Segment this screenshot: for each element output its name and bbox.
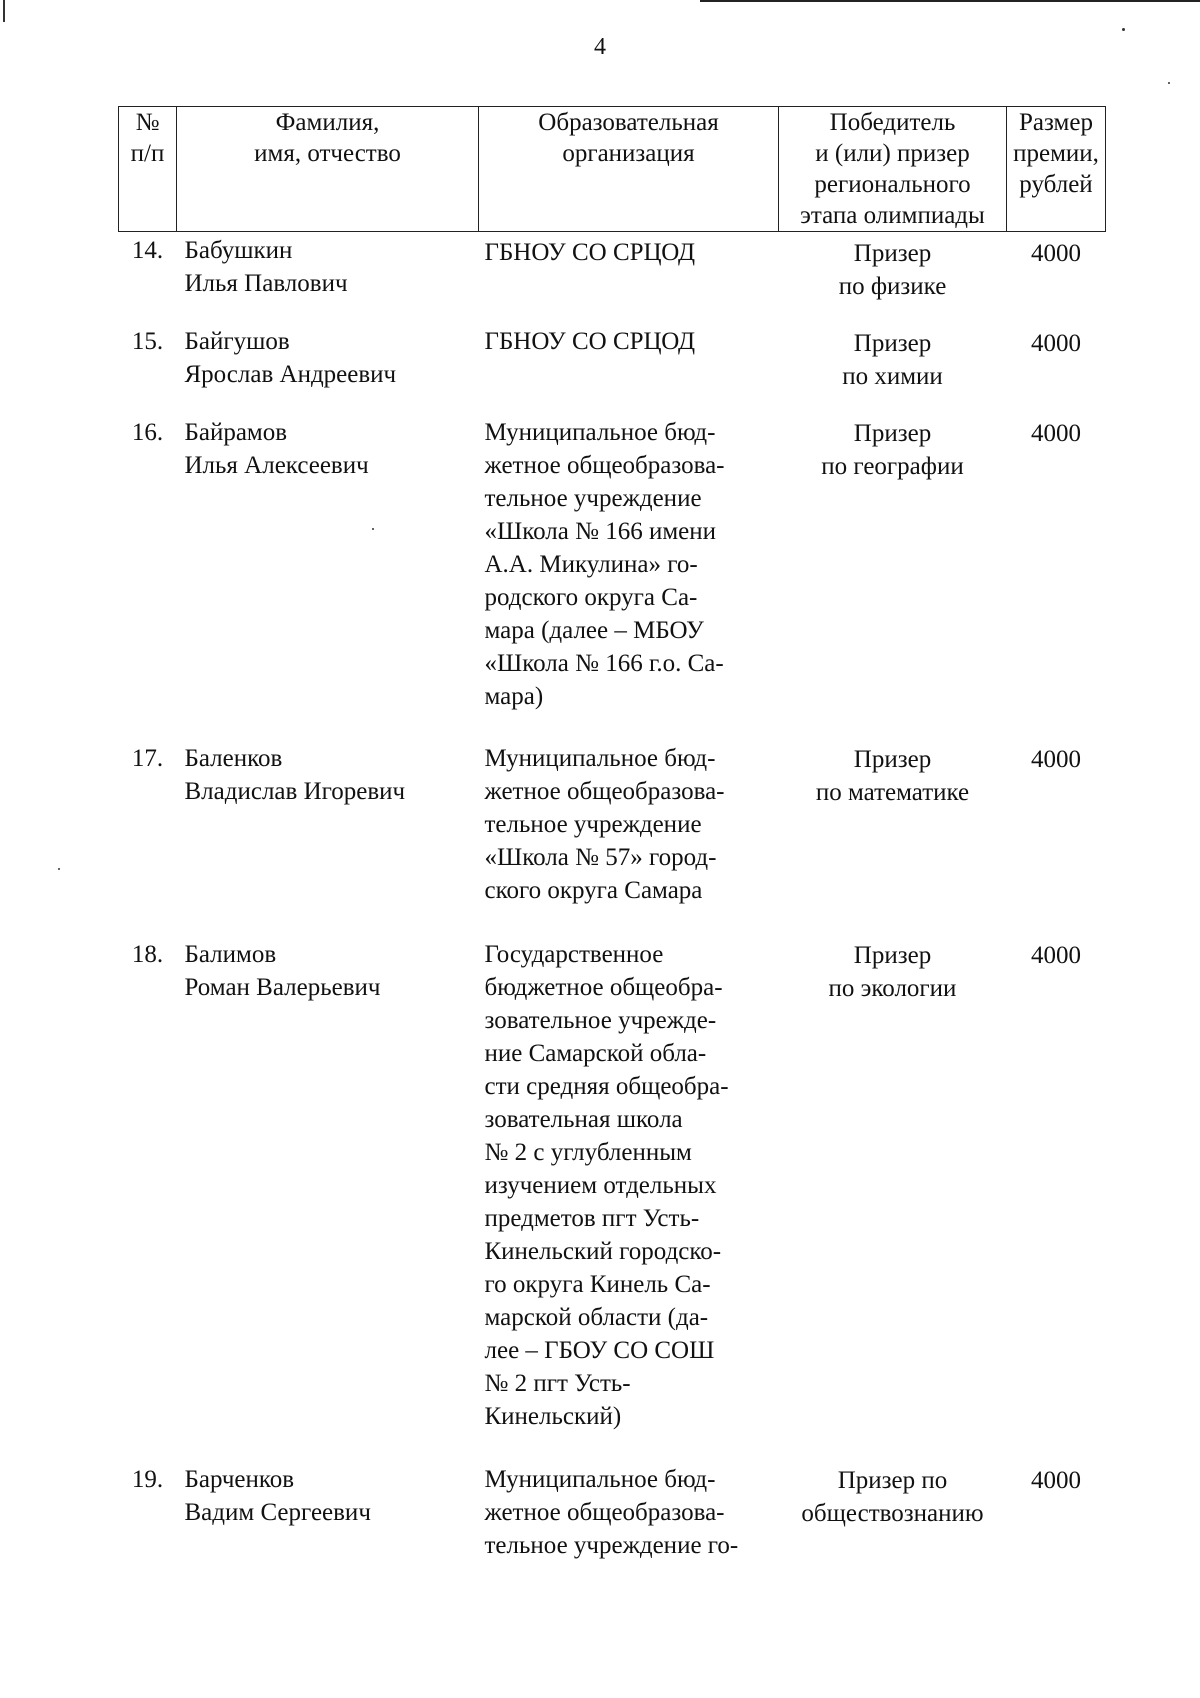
prize-amount: 4000	[1031, 329, 1081, 357]
student-name: Барченков Вадим Сергеевич	[184, 1465, 371, 1526]
student-name: Байрамов Илья Алексеевич	[184, 418, 369, 479]
row-number: 19.	[131, 1465, 164, 1493]
laureates-table	[118, 106, 1106, 1562]
header-olympiad-status: Победитель и (или) призер регионального этапа олимпиады	[779, 107, 1007, 232]
olympiad-status: Призер по математике	[815, 745, 970, 806]
student-name: Балимов Роман Валерьевич	[184, 940, 381, 1001]
student-name: Баленков Владислав Игоревич	[184, 744, 406, 805]
olympiad-status: Призер по физике	[838, 240, 947, 300]
top-edge-rule	[700, 0, 1200, 2]
header-full-name: Фамилия, имя, отчество	[177, 107, 479, 232]
prize-amount: 4000	[1031, 941, 1081, 969]
organization: Муниципальное бюд- жетное общеобразова- тельное учреждение «Школа № 57» город- ского округа Самара	[484, 744, 725, 904]
row-number: 17.	[131, 744, 164, 772]
organization: ГБНОУ СО СРЦОД	[484, 239, 696, 266]
scan-speck	[1122, 28, 1125, 31]
prize-amount: 4000	[1031, 1466, 1081, 1494]
organization: Государственное бюджетное общеобра- зовательное учрежде- ние Самарской обла- сти средняя общеобра- зовательная школа № 2 с углубленным изучением отдельных предметов пгт Усть- Кинельский городско- го округа Кинель Са- марской области (да- лее – ГБОУ СО СОШ № 2 пгт Усть- Кинельский)	[484, 940, 729, 1430]
header-number: № п/п	[119, 107, 177, 232]
prize-amount: 4000	[1031, 240, 1081, 267]
table-row	[119, 414, 1106, 742]
scan-speck	[1168, 82, 1170, 84]
header-organization: Образовательная организация	[479, 107, 779, 232]
table-row	[119, 938, 1106, 1463]
olympiad-status: Призер по химии	[842, 329, 943, 390]
organization: Муниципальное бюд- жетное общеобразова- тельное учреждение «Школа № 166 имени А.А. Микулина» го- родского округа Са- мара (далее – МБОУ «Школа № 166 г.о. Са- мара)	[484, 418, 725, 710]
table-row	[119, 1463, 1106, 1562]
olympiad-status: Призер по географии	[821, 419, 964, 480]
olympiad-status: Призер по обществознанию	[801, 1466, 984, 1527]
table-row	[119, 742, 1106, 938]
row-number: 14.	[131, 237, 164, 264]
olympiad-status: Призер по экологии	[828, 941, 957, 1002]
student-name: Байгушов Ярослав Андреевич	[184, 327, 397, 388]
row-number: 18.	[131, 940, 164, 968]
row-number: 16.	[131, 418, 164, 446]
student-name: Бабушкин Илья Павлович	[184, 237, 348, 297]
organization: ГБНОУ СО СРЦОД	[484, 327, 696, 355]
row-number: 15.	[131, 327, 164, 355]
table-header-row	[119, 107, 1106, 232]
header-prize-amount: Размер премии, рублей	[1007, 107, 1106, 232]
scan-speck	[58, 868, 60, 870]
organization: Муниципальное бюд- жетное общеобразова- тельное учреждение го-	[484, 1465, 739, 1559]
page-number: 4	[594, 34, 606, 60]
prize-amount: 4000	[1031, 419, 1081, 447]
left-edge-mark	[3, 0, 5, 22]
table-row	[119, 232, 1106, 323]
table-row	[119, 323, 1106, 414]
prize-amount: 4000	[1031, 745, 1081, 773]
